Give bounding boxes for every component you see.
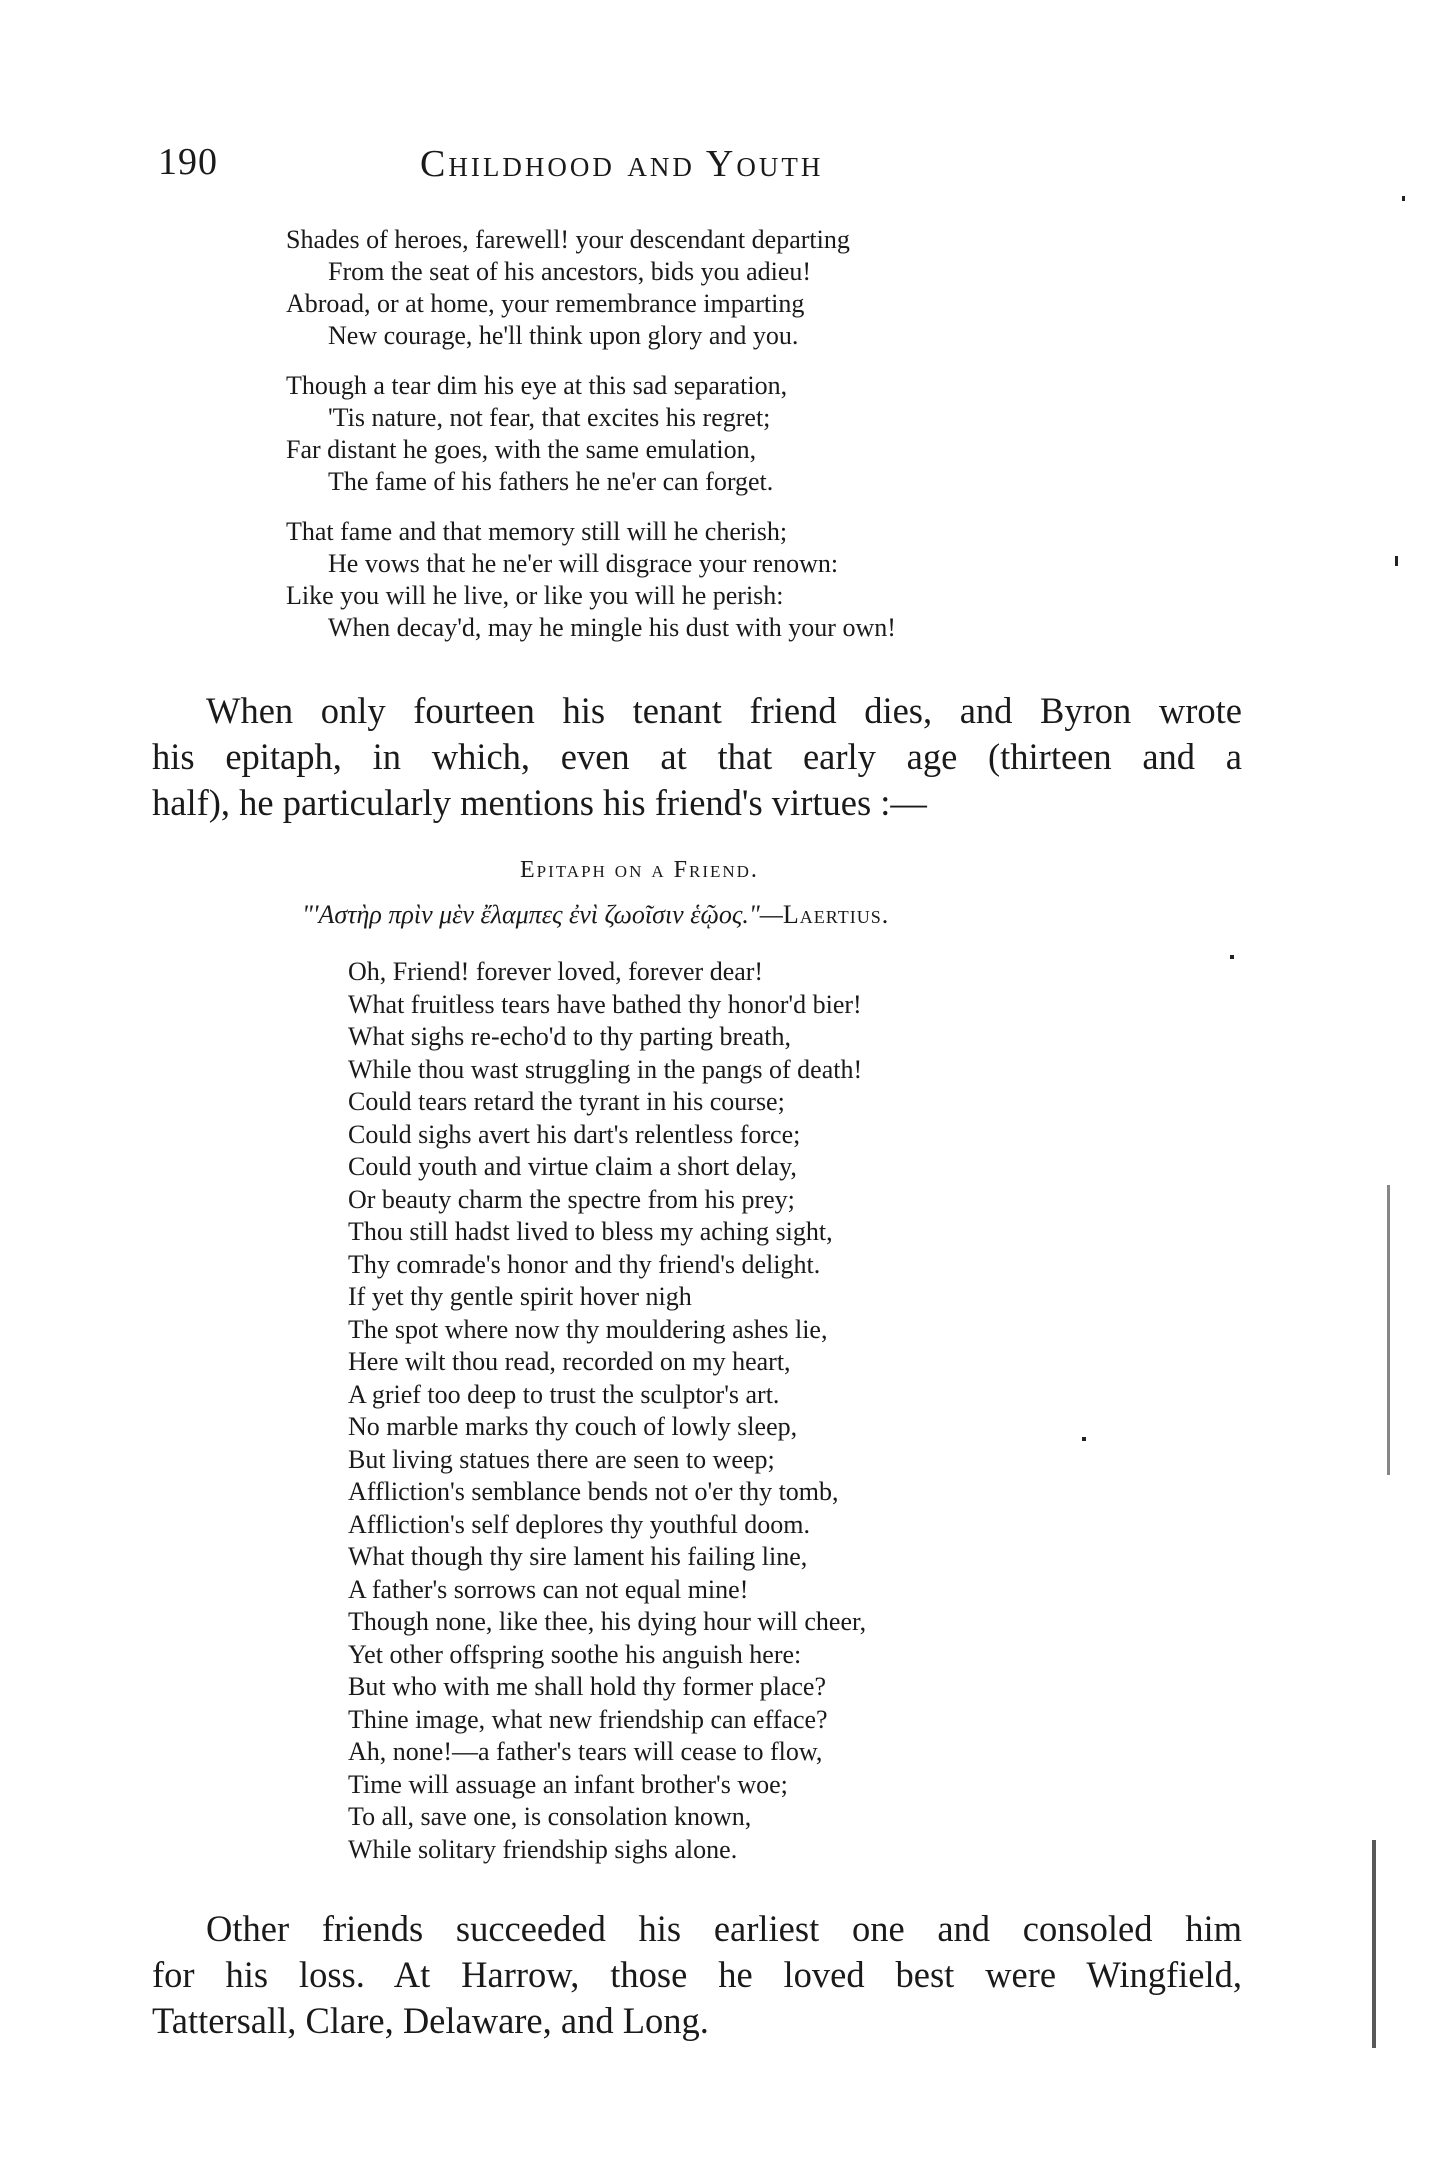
scan-mark xyxy=(1230,955,1234,959)
poem-line: Could youth and virtue claim a short delay, xyxy=(348,1152,797,1181)
poem-line: A grief too deep to trust the sculptor's art. xyxy=(348,1379,780,1409)
poem-line: No marble marks thy couch of lowly sleep, xyxy=(348,1412,798,1441)
poem-line: That fame and that memory still will he cherish; xyxy=(286,517,788,546)
poem-line: From the seat of his ancestors, bids you adieu! xyxy=(328,257,812,286)
poem-line: Ah, none!—a father's tears will cease to flow, xyxy=(348,1737,823,1766)
poem-line: To all, save one, is consolation known, xyxy=(348,1802,752,1831)
poem-line: Though none, like thee, his dying hour will cheer, xyxy=(348,1607,867,1636)
poem-line: What fruitless tears have bathed thy honor'd bier! xyxy=(348,989,862,1019)
scan-mark xyxy=(1402,196,1405,201)
paragraph-line: Tattersall, Clare, Delaware, and Long. xyxy=(152,2000,709,2041)
farewell-poem xyxy=(286,224,1186,662)
poem-line: Or beauty charm the spectre from his prey; xyxy=(348,1184,795,1214)
paragraph-line: for his loss. At Harrow, those he loved best were Wingfield, xyxy=(152,1954,1242,1995)
poem-line: Affliction's semblance bends not o'er thy tomb, xyxy=(348,1477,839,1506)
poem-line: But living statues there are seen to weep; xyxy=(348,1444,775,1474)
poem-line: New courage, he'll think upon glory and you. xyxy=(328,321,799,350)
poem-line: Though a tear dim his eye at this sad separation, xyxy=(286,371,788,400)
poem-line: While thou wast struggling in the pangs of death! xyxy=(348,1054,863,1084)
scan-mark xyxy=(1082,1437,1086,1441)
poem-line: Could sighs avert his dart's relentless force; xyxy=(348,1119,801,1149)
poem-line: Far distant he goes, with the same emulation, xyxy=(286,435,757,464)
poem-line: What though thy sire lament his failing line, xyxy=(348,1542,808,1571)
epigraph-greek: "'Αστὴρ πρὶν μὲν ἔλαμπες ἐνὶ ζωοῖσιν ἑῷος."— xyxy=(302,900,783,929)
poem-line: Could tears retard the tyrant in his course; xyxy=(348,1087,785,1116)
epigraph-author: Laertius. xyxy=(782,900,890,929)
paragraph-line: half), he particularly mentions his friend's virtues :— xyxy=(152,782,927,823)
epitaph-poem xyxy=(348,956,866,1866)
scan-mark xyxy=(1395,556,1398,566)
poem-line: Like you will he live, or like you will he perish: xyxy=(286,581,784,610)
poem-line: Affliction's self deplores thy youthful doom. xyxy=(348,1509,811,1539)
poem-line: What sighs re-echo'd to thy parting breath, xyxy=(348,1022,791,1051)
epigraph xyxy=(302,900,889,930)
stanza-2 xyxy=(286,370,1186,498)
poem-line: A father's sorrows can not equal mine! xyxy=(348,1574,749,1604)
poem-line: If yet thy gentle spirit hover nigh xyxy=(348,1282,692,1311)
poem-line: 'Tis nature, not fear, that excites his regret; xyxy=(328,403,771,432)
poem-line: Here wilt thou read, recorded on my heart, xyxy=(348,1347,791,1376)
poem-line: While solitary friendship sighs alone. xyxy=(348,1834,738,1864)
stanza-3 xyxy=(286,516,1186,644)
paragraph-epitaph-intro xyxy=(152,688,1242,826)
paragraph-line: When only fourteen his tenant friend dies, and Byron wrote xyxy=(206,690,1242,731)
paragraph-line: Other friends succeeded his earliest one and consoled him xyxy=(206,1908,1242,1949)
poem-line: Thou still hadst lived to bless my aching sight, xyxy=(348,1217,833,1246)
poem-line: But who with me shall hold thy former place? xyxy=(348,1672,827,1701)
epitaph-title: Epitaph on a Friend. xyxy=(520,857,759,883)
poem-line: When decay'd, may he mingle his dust with your own! xyxy=(328,613,896,642)
poem-line: The fame of his fathers he ne'er can forget. xyxy=(328,467,774,496)
paragraph-other-friends xyxy=(152,1906,1242,2044)
page-number: 190 xyxy=(158,141,218,183)
poem-line: Abroad, or at home, your remembrance imparting xyxy=(286,289,805,318)
scan-mark xyxy=(1387,1185,1390,1475)
poem-line: The spot where now thy mouldering ashes lie, xyxy=(348,1314,828,1344)
poem-line: Yet other offspring soothe his anguish here: xyxy=(348,1639,802,1669)
poem-line: He vows that he ne'er will disgrace your renown: xyxy=(328,549,839,578)
poem-line: Thy comrade's honor and thy friend's delight. xyxy=(348,1249,821,1279)
poem-line: Thine image, what new friendship can efface? xyxy=(348,1704,828,1734)
running-head: Childhood and Youth xyxy=(420,143,824,185)
poem-line: Shades of heroes, farewell! your descendant departing xyxy=(286,225,850,254)
scan-mark xyxy=(1372,1840,1376,2048)
stanza-1 xyxy=(286,224,1186,352)
poem-line: Oh, Friend! forever loved, forever dear! xyxy=(348,957,764,986)
poem-line: Time will assuage an infant brother's woe; xyxy=(348,1769,788,1799)
paragraph-line: his epitaph, in which, even at that early age (thirteen and a xyxy=(152,736,1242,777)
